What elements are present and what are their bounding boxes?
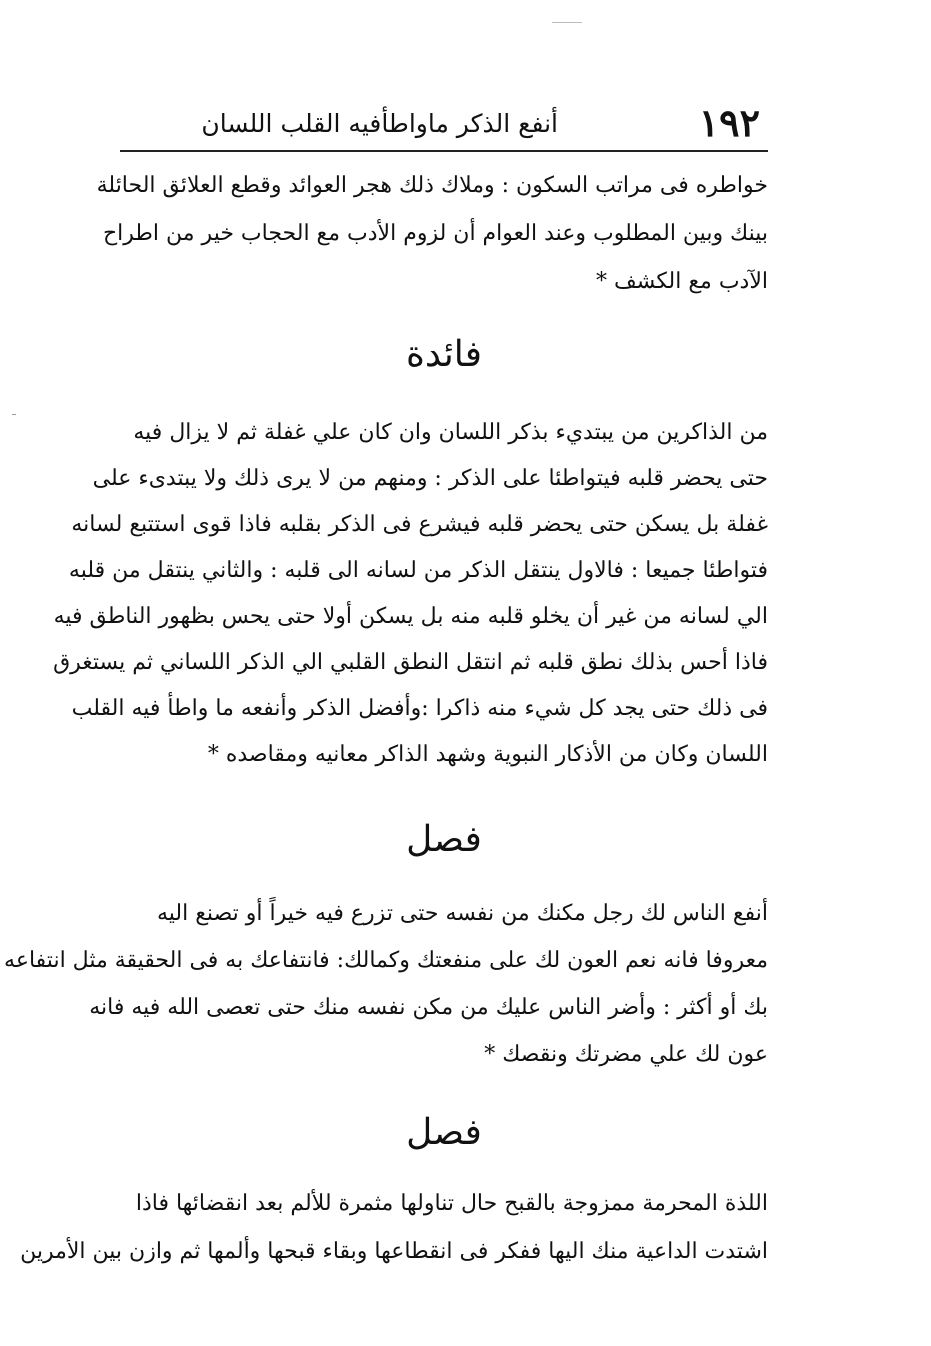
text-line: بينك وبين المطلوب وعند العوام أن لزوم الأدب مع الحجاب خير من اطراح <box>102 221 768 246</box>
fasl-paragraph <box>4 890 768 1078</box>
fasl-2-paragraph <box>20 1180 768 1276</box>
text-line: اللسان وكان من الأذكار النبوية وشهد الذاكر معانيه ومقاصده * <box>207 742 768 767</box>
text-line: فتواطئا جميعا : فالاول ينتقل الذكر من لسانه الى قلبه : والثاني ينتقل من قلبه <box>68 558 768 583</box>
scan-mark <box>552 22 582 23</box>
running-title: أنفع الذكر ماواطأفيه القلب اللسان <box>201 109 558 138</box>
text-line: من الذاكرين من يبتديء بذكر اللسان وان كان علي غفلة ثم لا يزال فيه <box>133 420 768 445</box>
text-line: الي لسانه من غير أن يخلو قلبه منه بل يسكن أولا حتى يحس بظهور الناطق فيه <box>53 604 768 629</box>
scan-mark <box>12 414 16 415</box>
text-line: حتى يحضر قلبه فيتواطئا على الذكر : ومنهم من لا يرى ذلك ولا يبتدىء على <box>92 466 768 491</box>
section-title-faida: فائدة <box>406 334 482 375</box>
text-line: فاذا أحس بذلك نطق قلبه ثم انتقل النطق القلبي الي الذكر اللساني ثم يستغرق <box>53 650 768 675</box>
page-header <box>120 98 768 152</box>
text-line: أنفع الناس لك رجل مكنك من نفسه حتى تزرع فيه خيراً أو تصنع اليه <box>156 901 768 926</box>
text-line: عون لك علي مضرتك ونقصك * <box>484 1042 768 1067</box>
intro-paragraph <box>96 162 768 306</box>
text-line: بك أو أكثر : وأضر الناس عليك من مكن نفسه منك حتى تعصى الله فيه فانه <box>89 995 768 1020</box>
text-line: اشتدت الداعية منك اليها ففكر فى انقطاعها وبقاء قبحها وألمها ثم وازن بين الأمرين <box>20 1239 768 1264</box>
text-line: اللذة المحرمة ممزوجة بالقبح حال تناولها مثمرة للألم بعد انقضائها فاذا <box>135 1191 768 1216</box>
section-title-fasl: فصل <box>406 819 482 860</box>
section-title-fasl-2: فصل <box>406 1112 482 1153</box>
text-line: معروفا فانه نعم العون لك على منفعتك وكمالك: فانتفاعك به فى الحقيقة مثل انتفاعه <box>4 948 768 973</box>
text-line: خواطره فى مراتب السكون : وملاك ذلك هجر العوائد وقطع العلائق الحائلة <box>96 173 768 198</box>
page-number: ١٩٢ <box>698 100 760 145</box>
text-line: الآدب مع الكشف * <box>595 269 768 294</box>
faida-paragraph <box>53 410 768 778</box>
text-line: فى ذلك حتى يجد كل شيء منه ذاكرا :وأفضل الذكر وأنفعه ما واطأ فيه القلب <box>71 696 768 721</box>
text-line: غفلة بل يسكن حتى يحضر قلبه فيشرع فى الذكر بقلبه فاذا قوى استتبع لسانه <box>71 512 768 537</box>
